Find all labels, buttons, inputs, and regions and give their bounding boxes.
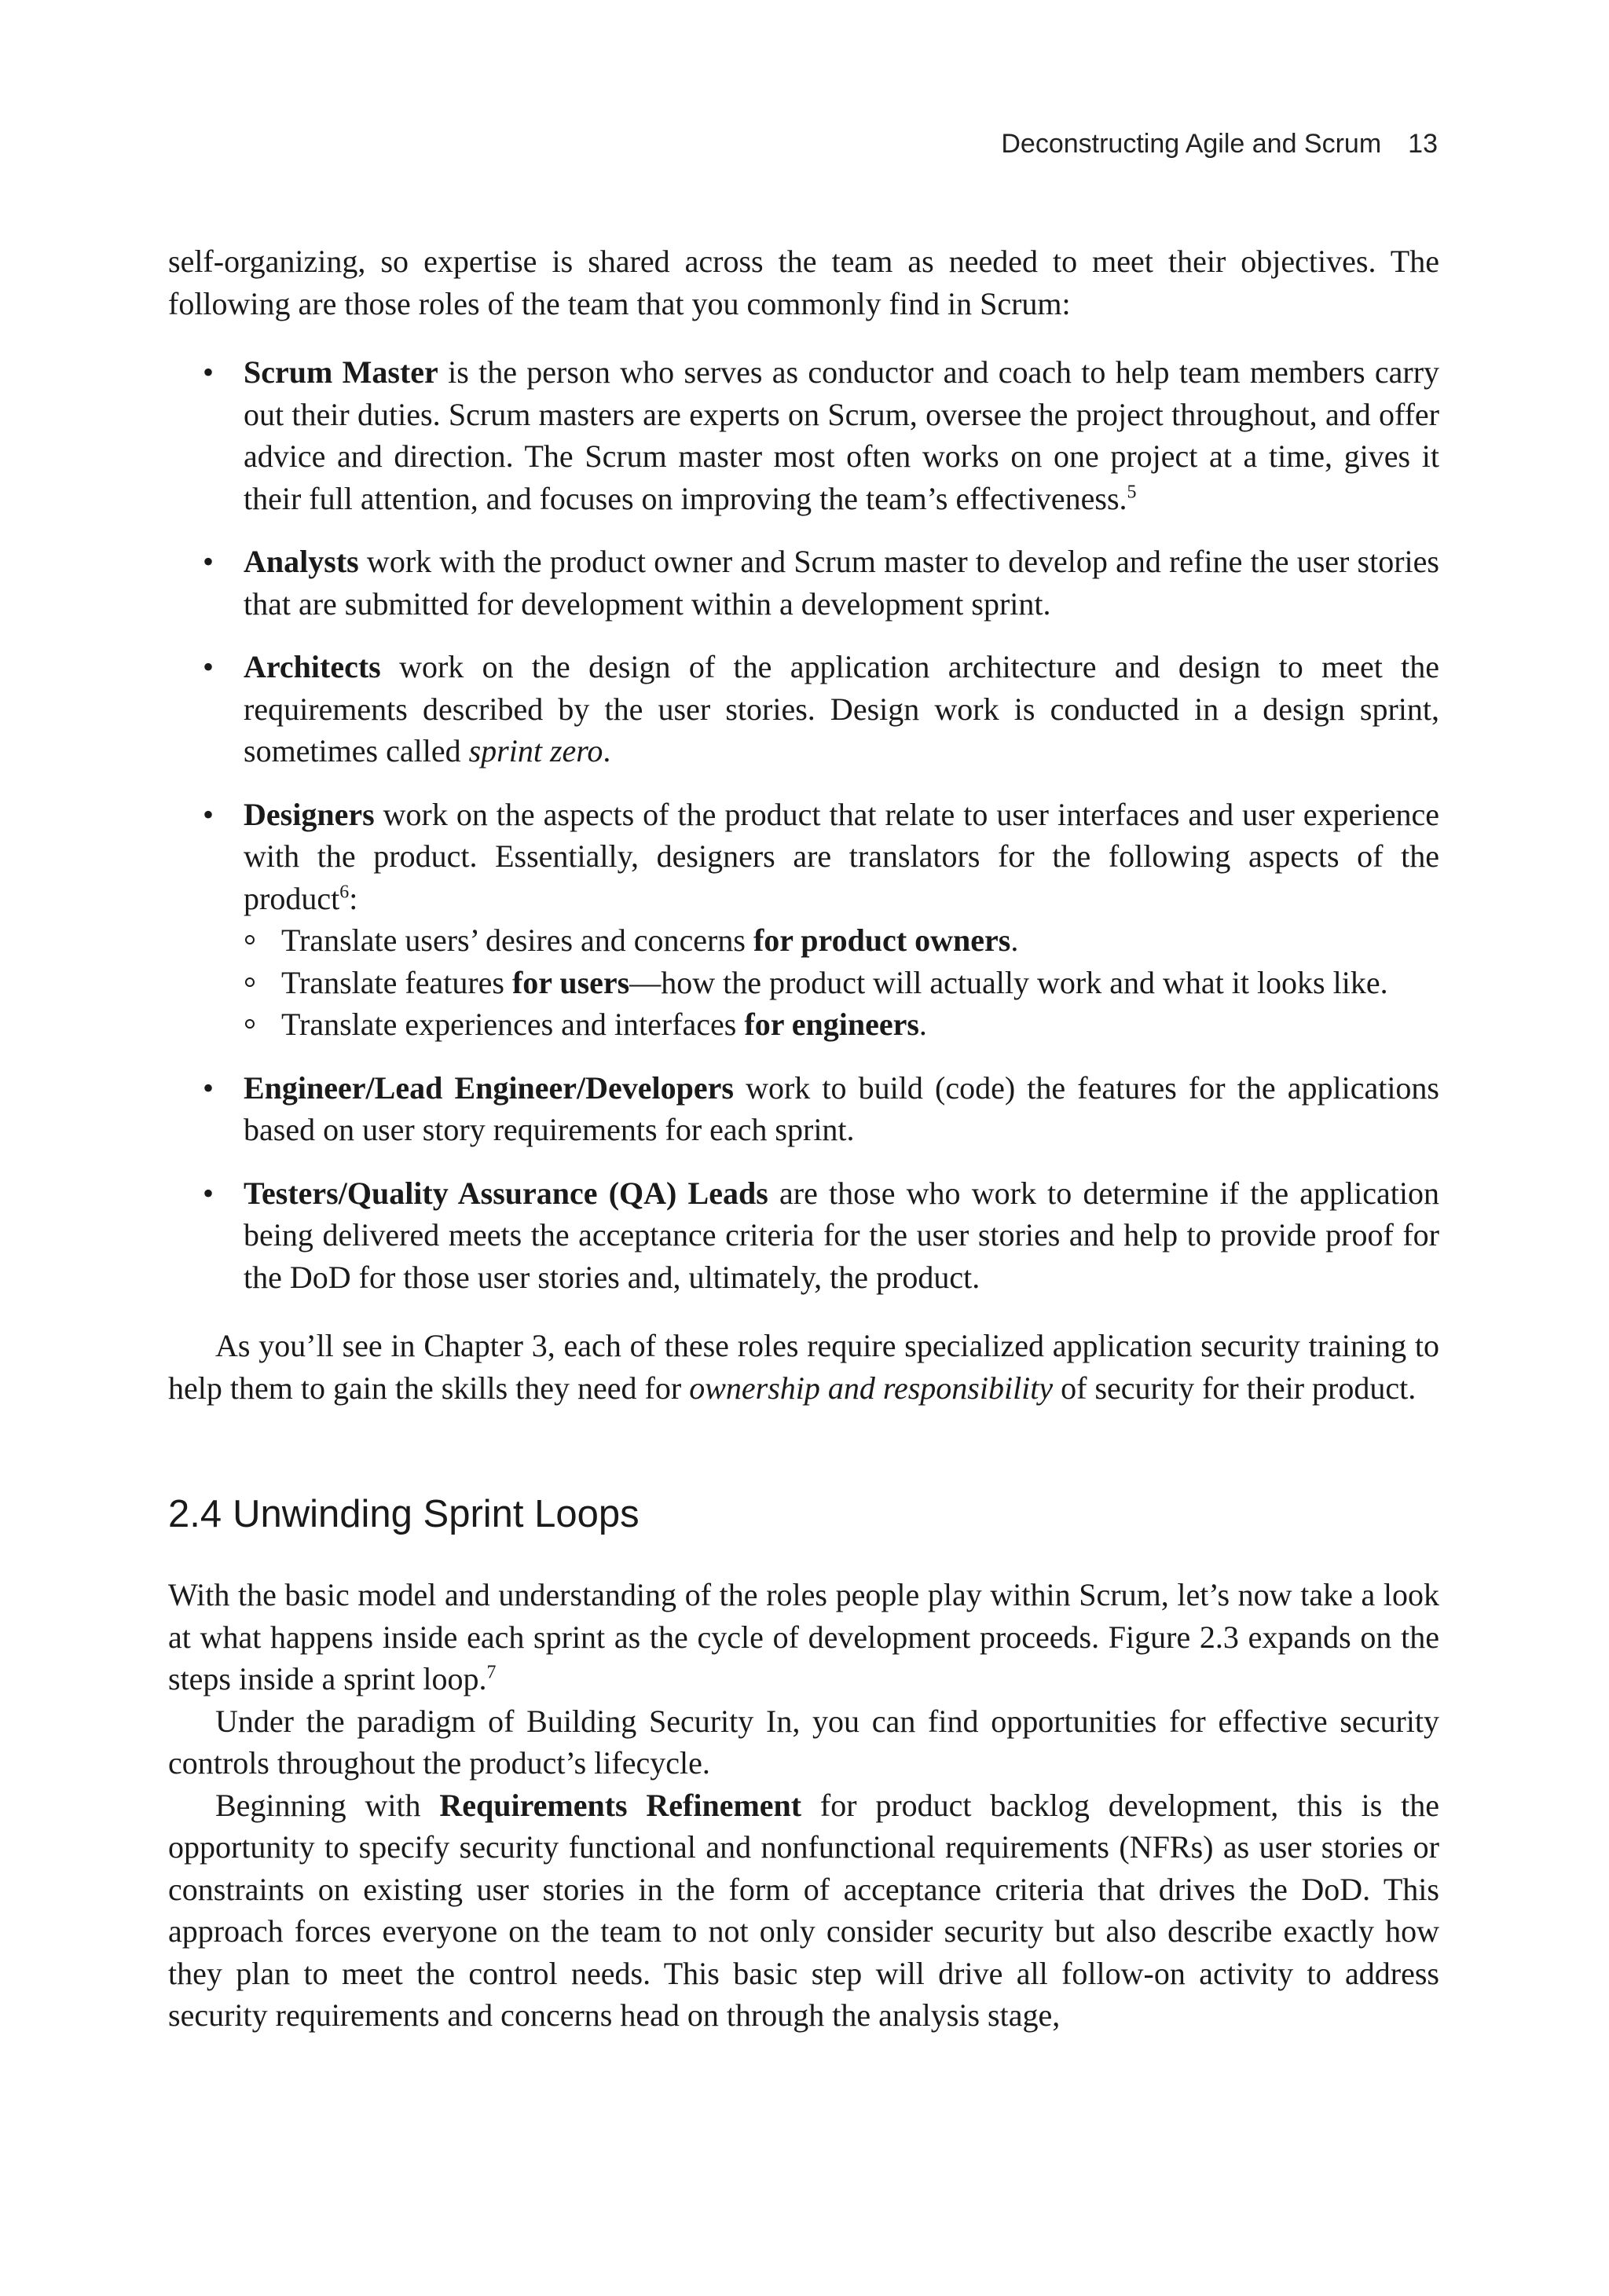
sub-item-end: . [918,1007,927,1042]
ownership-phrase: ownership and responsibility [689,1370,1054,1406]
list-item-architects [168,646,1439,772]
training-paragraph [168,1325,1439,1409]
requirements-text: Beginning with [215,1787,440,1823]
building-security-paragraph: Under the paradigm of Building Security In, you can find opportunities for effective security controls throughout the product’s lifecycle. [168,1703,1439,1781]
requirements-rest: for product backlog development, this is the opportunity to specify security functional and nonfunctional requirements (NFRs) as user stories or constraints on existing user stories in the form of acceptance criteria that drives the DoD. This approach forces everyone on the team to not only consider security but also describe exactly how they plan to meet the control needs. This basic step will drive all follow-on activity to address security requirements and concerns head on through the analysis stage, [168,1787,1440,2033]
page-number: 13 [1408,129,1438,159]
section-heading [168,1491,1439,1538]
sub-item-bold: for product owners [753,922,1011,958]
bullet-icon: • [203,1069,214,1106]
circle-bullet-icon [245,977,255,987]
sprint-loop-paragraph [168,1574,1439,1700]
bullet-icon: • [203,649,214,684]
sub-item-product-owners [244,919,1439,962]
section-number: 2.4 [168,1493,222,1535]
sub-item-users [244,962,1439,1004]
running-header [1001,129,1438,160]
sub-item-text: Translate experiences and interfaces [281,1007,745,1042]
bullet-icon: • [203,544,214,579]
circle-bullet-icon [245,1019,255,1029]
term-scrum-master: Scrum Master [244,354,438,390]
list-item-testers [168,1172,1439,1299]
scrum-master-text: is the person who serves as conductor and coach to help team members carry out their duties. Scrum masters are experts on Scrum, oversee the project throughout, and offer advice and direction. The Scrum master most often works on one project at a time, gives it their full attention, and focuses on improving the team’s effectiveness. [244,354,1440,516]
sub-item-engineers [244,1003,1439,1046]
designers-colon: : [349,880,358,916]
footnote-ref-5: 5 [1127,482,1137,503]
training-text: As you’ll see in Chapter 3, each of these roles require specialized application security training to help them to gain the skills they need for [168,1328,1439,1406]
term-sprint-zero: sprint zero [468,733,603,768]
requirements-paragraph [168,1784,1439,2037]
sprint-loop-text: With the basic model and understanding of the roles people play within Scrum, let’s now take a look at what happens inside each sprint as the cycle of development proceeds. Figure 2.3 expands on the steps inside a sprint loop. [168,1577,1439,1696]
section-title: Unwinding Sprint Loops [233,1493,640,1535]
running-title: Deconstructing Agile and Scrum [1001,129,1382,159]
sub-item-text: Translate features [281,964,512,1000]
engineers-text: work to build (code) the features for the applications based on user story requirements for each sprint. [244,1069,1439,1147]
list-item-designers [168,794,1439,1046]
term-analysts: Analysts [244,544,359,579]
list-item-engineers [168,1067,1439,1151]
list-item-analysts [168,541,1439,625]
sub-item-end: . [1010,922,1019,958]
term-requirements-refinement: Requirements Refinement [439,1787,802,1823]
circle-bullet-icon [245,935,255,944]
sub-item-text: Translate users’ desires and concerns [281,922,753,958]
designer-aspects-list [244,919,1439,1046]
list-item-scrum-master [168,351,1439,519]
bullet-icon: • [203,796,214,832]
term-engineers: Engineer/Lead Engineer/Developers [244,1069,734,1106]
bullet-icon: • [203,354,214,390]
term-testers: Testers/Quality Assurance (QA) Leads [244,1175,768,1211]
training-end: of security for their product. [1053,1370,1417,1406]
architects-text: work on the design of the application architecture and design to meet the requirements described by the user stories. Design work is conducted in a design sprint, sometimes called [244,649,1439,768]
term-architects: Architects [244,649,381,684]
testers-text: are those who work to determine if the application being delivered meets the acceptance criteria for the user stories and help to provide proof for the DoD for those user stories and, ultimately, the product. [244,1175,1439,1295]
sub-item-bold: for users [511,964,630,1000]
architects-end: . [603,733,611,768]
footnote-ref-7: 7 [486,1662,497,1683]
term-designers: Designers [244,796,375,832]
sub-item-bold: for engineers [744,1007,919,1042]
scrum-roles-list [168,351,1439,1298]
designers-text: work on the aspects of the product that relate to user interfaces and user experience with the product. Essentially, designers are translators for the following aspects of the product [244,796,1439,916]
footnote-ref-6: 6 [339,882,350,903]
analysts-text: work with the product owner and Scrum master to develop and refine the user stories that are submitted for development within a development sprint. [244,544,1439,622]
sub-item-end: —how the product will actually work and what it looks like. [629,964,1388,1000]
body-text [168,240,1439,2037]
intro-paragraph: self-organizing, so expertise is shared across the team as needed to meet their objectives. The following are those roles of the team that you commonly find in Scrum: [168,244,1439,321]
bullet-icon: • [203,1175,214,1211]
